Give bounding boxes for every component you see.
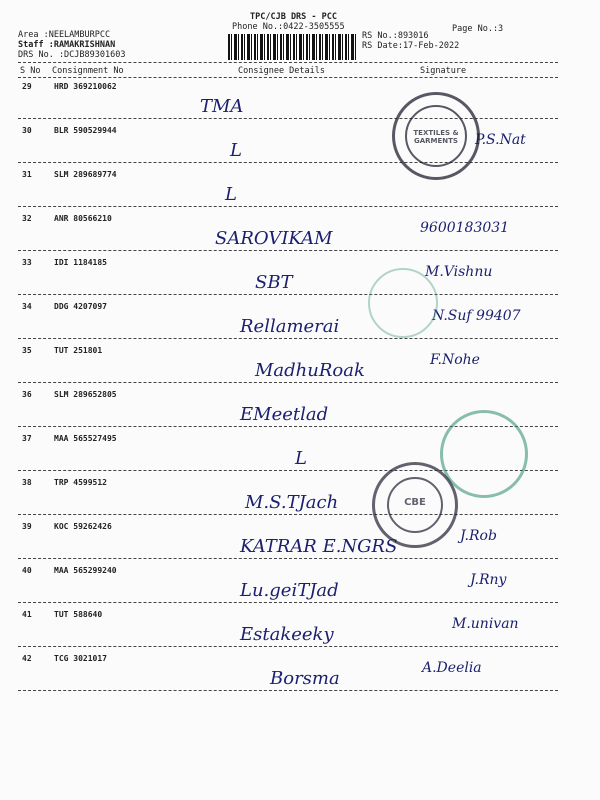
row-sno: 35 bbox=[22, 346, 32, 355]
row-consignment: IDI 1184185 bbox=[54, 258, 107, 267]
row-sno: 31 bbox=[22, 170, 32, 179]
consignee-handwriting: L bbox=[295, 448, 307, 469]
signature-handwriting: J.Rob bbox=[460, 528, 497, 544]
row-divider bbox=[18, 646, 558, 647]
green-stamp-1 bbox=[368, 268, 438, 338]
row-consignment: SLM 289652805 bbox=[54, 390, 117, 399]
row-sno: 38 bbox=[22, 478, 32, 487]
row-consignment: KOC 59262426 bbox=[54, 522, 112, 531]
consignee-handwriting: Estakeeky bbox=[240, 624, 334, 645]
consignee-handwriting: Borsma bbox=[270, 668, 340, 689]
row-sno: 33 bbox=[22, 258, 32, 267]
stamp-text: TEXTILES & GARMENTS bbox=[413, 129, 459, 145]
signature-handwriting: A.Deelia bbox=[422, 660, 482, 676]
row-divider bbox=[18, 514, 558, 515]
row-consignment: DDG 4207097 bbox=[54, 302, 107, 311]
signature-handwriting: M.Vishnu bbox=[425, 264, 493, 280]
cbe-text: CBE bbox=[404, 497, 426, 508]
row-divider bbox=[18, 250, 558, 251]
area-label: Area :NEELAMBURPCC bbox=[18, 30, 111, 40]
row-consignment: TUT 588640 bbox=[54, 610, 103, 619]
signature-handwriting: N.Suf 99407 bbox=[432, 308, 521, 324]
row-sno: 34 bbox=[22, 302, 32, 311]
signature-handwriting: M.univan bbox=[452, 616, 519, 632]
row-sno: 37 bbox=[22, 434, 32, 443]
row-consignment: TRP 4599512 bbox=[54, 478, 107, 487]
consignee-handwriting: M.S.TJach bbox=[245, 492, 339, 513]
signature-handwriting: 9600183031 bbox=[420, 220, 510, 236]
row-divider bbox=[18, 118, 558, 119]
cbe-stamp bbox=[372, 462, 458, 548]
row-consignment: BLR 590529944 bbox=[54, 126, 117, 135]
row-divider bbox=[18, 558, 558, 559]
consignee-handwriting: MadhuRoak bbox=[255, 360, 365, 381]
staff-label: Staff :RAMAKRISHNAN bbox=[18, 40, 116, 50]
signature-handwriting: F.Nohe bbox=[430, 352, 480, 368]
row-consignment: TCG 3021017 bbox=[54, 654, 107, 663]
row-sno: 39 bbox=[22, 522, 32, 531]
row-divider bbox=[18, 162, 558, 163]
consignee-handwriting: SAROVIKAM bbox=[215, 228, 333, 249]
col-consignment-header: Consignment No bbox=[52, 66, 124, 76]
consignee-handwriting: L bbox=[230, 140, 242, 161]
col-signature-header: Signature bbox=[420, 66, 467, 76]
row-consignment: SLM 289689774 bbox=[54, 170, 117, 179]
row-divider bbox=[18, 294, 558, 295]
row-sno: 29 bbox=[22, 82, 32, 91]
rs-number: RS No.:893016 bbox=[362, 31, 429, 41]
consignee-handwriting: KATRAR E.NGRS bbox=[240, 536, 398, 557]
drs-number: DRS No. :DCJB89301603 bbox=[18, 50, 126, 60]
signature-handwriting: J.Rny bbox=[470, 572, 507, 588]
row-divider bbox=[18, 382, 558, 383]
row-divider bbox=[18, 338, 558, 339]
row-divider bbox=[18, 602, 558, 603]
column-header-divider bbox=[18, 77, 558, 78]
col-sno-header: S No bbox=[20, 66, 41, 76]
row-sno: 36 bbox=[22, 390, 32, 399]
row-sno: 32 bbox=[22, 214, 32, 223]
consignee-handwriting: EMeetlad bbox=[240, 404, 329, 425]
signature-handwriting: P.S.Nat bbox=[475, 132, 526, 148]
barcode bbox=[228, 34, 356, 60]
row-sno: 42 bbox=[22, 654, 32, 663]
header-divider bbox=[18, 62, 558, 63]
phone-number: Phone No.:0422-3505555 bbox=[232, 22, 345, 32]
row-consignment: MAA 565299240 bbox=[54, 566, 117, 575]
company-stamp bbox=[392, 92, 480, 180]
row-sno: 40 bbox=[22, 566, 32, 575]
document-title: TPC/CJB DRS - PCC bbox=[250, 12, 337, 22]
consignee-handwriting: TMA bbox=[200, 96, 244, 117]
row-divider bbox=[18, 690, 558, 691]
row-consignment: TUT 251801 bbox=[54, 346, 103, 355]
row-sno: 30 bbox=[22, 126, 32, 135]
row-consignment: MAA 565527495 bbox=[54, 434, 117, 443]
page-number: Page No.:3 bbox=[452, 24, 504, 34]
consignee-handwriting: Rellamerai bbox=[240, 316, 340, 337]
col-consignee-header: Consignee Details bbox=[238, 66, 325, 76]
row-consignment: HRD 369210062 bbox=[54, 82, 117, 91]
row-sno: 41 bbox=[22, 610, 32, 619]
row-divider bbox=[18, 206, 558, 207]
consignee-handwriting: L bbox=[225, 184, 237, 205]
consignee-handwriting: SBT bbox=[255, 272, 293, 293]
consignee-handwriting: Lu.geiTJad bbox=[240, 580, 339, 601]
row-consignment: ANR 80566210 bbox=[54, 214, 112, 223]
rs-date: RS Date:17-Feb-2022 bbox=[362, 41, 460, 51]
